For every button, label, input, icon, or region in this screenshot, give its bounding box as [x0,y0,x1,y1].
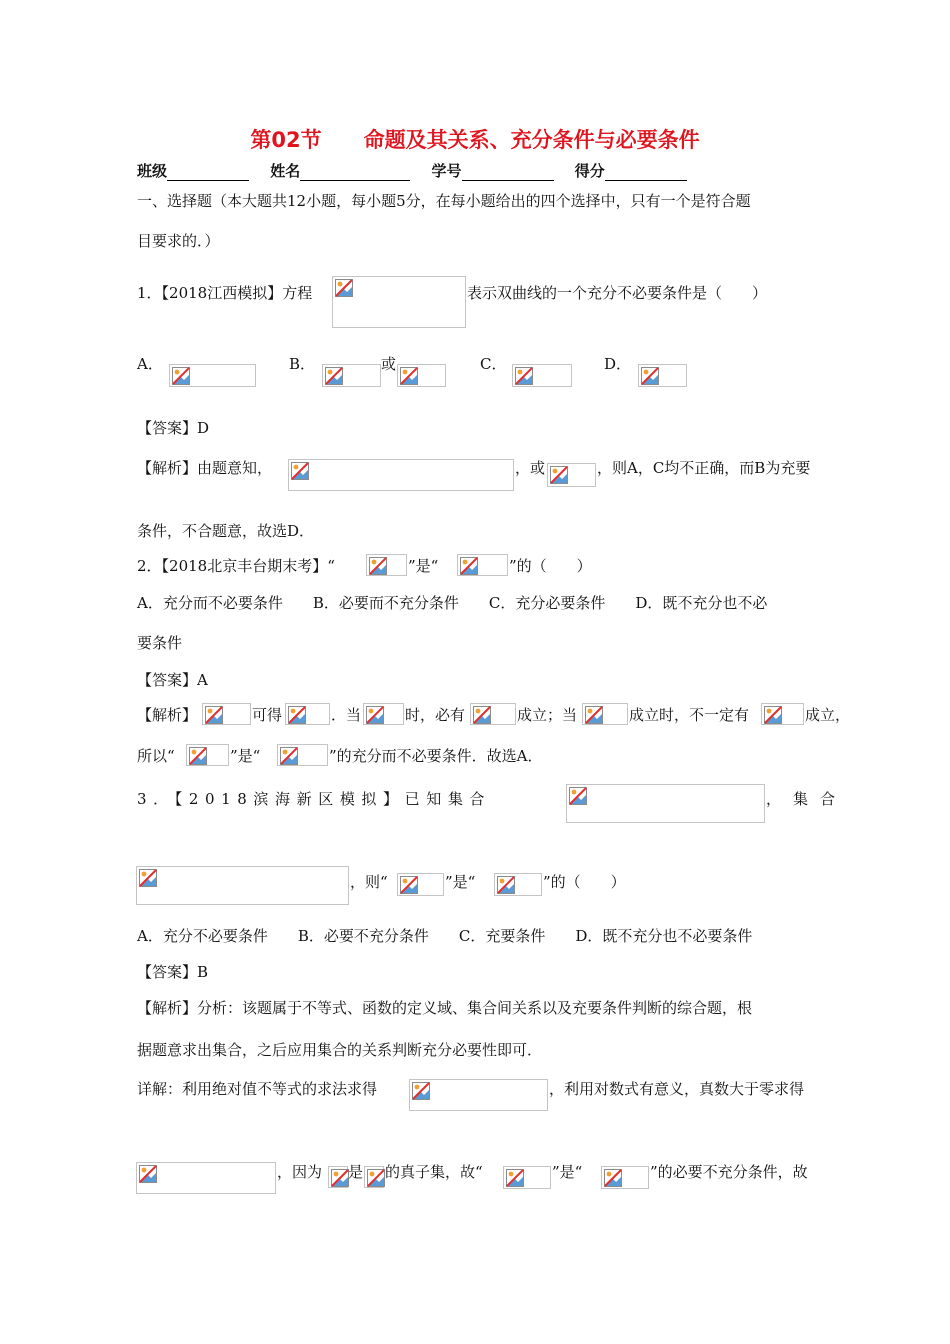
q3-analysis-line1: 【解析】分析：该题属于不等式、函数的定义域、集合间关系以及充要条件判断的综合题，根 [137,999,753,1017]
q3-detail-prefix: 详解：利用绝对值不等式的求法求得 [137,1080,378,1098]
q1-suffix: 表示双曲线的一个充分不必要条件是（ ） [467,284,768,302]
broken-image-icon [397,364,446,387]
broken-image-icon [136,866,349,905]
q3-answer: 【答案】B [137,963,209,981]
q2-analysis-p2: 可得 [252,706,283,724]
broken-image-icon [322,364,381,387]
q2-analysis-l2-p3: ”的充分而不必要条件．故选A． [329,747,543,765]
section-header-line1: 一、选择题（本大题共12小题，每小题5分，在每小题给出的四个选择中，只有一个是符合题 [137,192,751,210]
q2-analysis-p4: 时，必有 [405,706,466,724]
broken-image-icon [288,459,514,491]
q3-line2-mid2: ”是“ [445,873,476,891]
q2-answer: 【答案】A [137,671,208,689]
broken-image-icon [566,784,765,823]
q2-suffix: ”的（ ） [509,557,592,575]
q2-analysis-p6: 成立时，不一定有 [629,706,750,724]
q1-prefix: 1．【2018江西模拟】方程 [137,284,313,302]
q3-line2-mid: ，则“ [350,873,388,891]
q2-prefix: 2．【2018北京丰台期末考】“ [137,557,335,575]
class-label: 班级 [137,162,168,180]
q1-analysis-suffix: ，则A，C均不正确，而B为充要 [597,459,811,477]
broken-image-icon [364,1166,384,1188]
broken-image-icon [186,744,229,766]
q1-option-b-or: 或 [381,355,397,373]
q2-analysis-p7: 成立， [805,706,851,724]
broken-image-icon [409,1079,548,1111]
broken-image-icon [285,703,330,725]
broken-image-icon [457,554,508,576]
broken-image-icon [638,364,687,387]
broken-image-icon [601,1166,649,1189]
q1-option-b: B． [289,355,316,373]
q2-analysis-l2-p1: 所以“ [137,747,175,765]
q3-options: A．充分不必要条件 B．必要不充分条件 C．充要条件 D．既不充分也不必要条件 [137,927,753,945]
broken-image-icon [363,703,404,725]
score-label: 得分 [574,162,605,180]
q3-l-p1: ，因为 [277,1163,323,1181]
student-info-row [137,160,703,181]
q1-analysis-prefix: 【解析】由题意知， [137,459,273,477]
broken-image-icon [169,364,256,387]
broken-image-icon [328,1166,348,1188]
q3-analysis-line2: 据题意求出集合，之后应用集合的关系判断充分必要性即可． [137,1041,543,1059]
q3-l-p3: 的真子集，故“ [385,1163,483,1181]
broken-image-icon [366,554,407,576]
id-label: 学号 [431,162,462,180]
broken-image-icon [202,703,251,725]
q3-prefix: 3．【2018滨海新区模拟】已知集合 [137,790,492,808]
broken-image-icon [397,873,444,896]
q1-analysis-line2: 条件，不合题意，故选D． [137,522,315,540]
q2-analysis-p1: 【解析】 [137,706,198,724]
name-label: 姓名 [270,162,301,180]
broken-image-icon [470,703,516,725]
name-blank[interactable] [300,164,410,181]
broken-image-icon [136,1162,276,1194]
q3-l-p2: 是 [348,1163,364,1181]
q1-answer: 【答案】D [137,419,210,437]
broken-image-icon [494,873,542,896]
broken-image-icon [277,744,328,766]
q2-options-line2: 要条件 [137,634,183,652]
q3-detail-suffix: ，利用对数式有意义，真数大于零求得 [549,1080,805,1098]
broken-image-icon [512,364,572,387]
broken-image-icon [332,276,466,328]
q3-l-p5: ”的必要不充分条件，故 [650,1163,808,1181]
broken-image-icon [761,703,804,725]
q3-suffix: ，集合 [766,790,848,808]
q2-analysis-l2-p2: ”是“ [230,747,261,765]
broken-image-icon [503,1166,551,1189]
score-blank[interactable] [605,164,687,181]
page-title: 第02节 命题及其关系、充分条件与必要条件 [250,128,700,152]
q1-analysis-mid: ，或 [515,459,546,477]
q1-option-d: D． [604,355,632,373]
section-header-line2: 目要求的．） [137,232,220,250]
q1-option-c: C． [480,355,507,373]
q2-options: A．充分而不必要条件 B．必要而不充分条件 C．充分必要条件 D．既不充分也不必 [137,594,768,612]
q1-option-a: A． [137,355,163,373]
q2-mid: ”是“ [408,557,439,575]
class-blank[interactable] [167,164,249,181]
q3-l-p4: ”是“ [552,1163,583,1181]
broken-image-icon [547,463,596,487]
id-blank[interactable] [462,164,554,181]
q3-line2-suffix: ”的（ ） [543,873,626,891]
broken-image-icon [582,703,628,725]
q2-analysis-p3: ．当 [331,706,362,724]
q2-analysis-p5: 成立；当 [517,706,578,724]
